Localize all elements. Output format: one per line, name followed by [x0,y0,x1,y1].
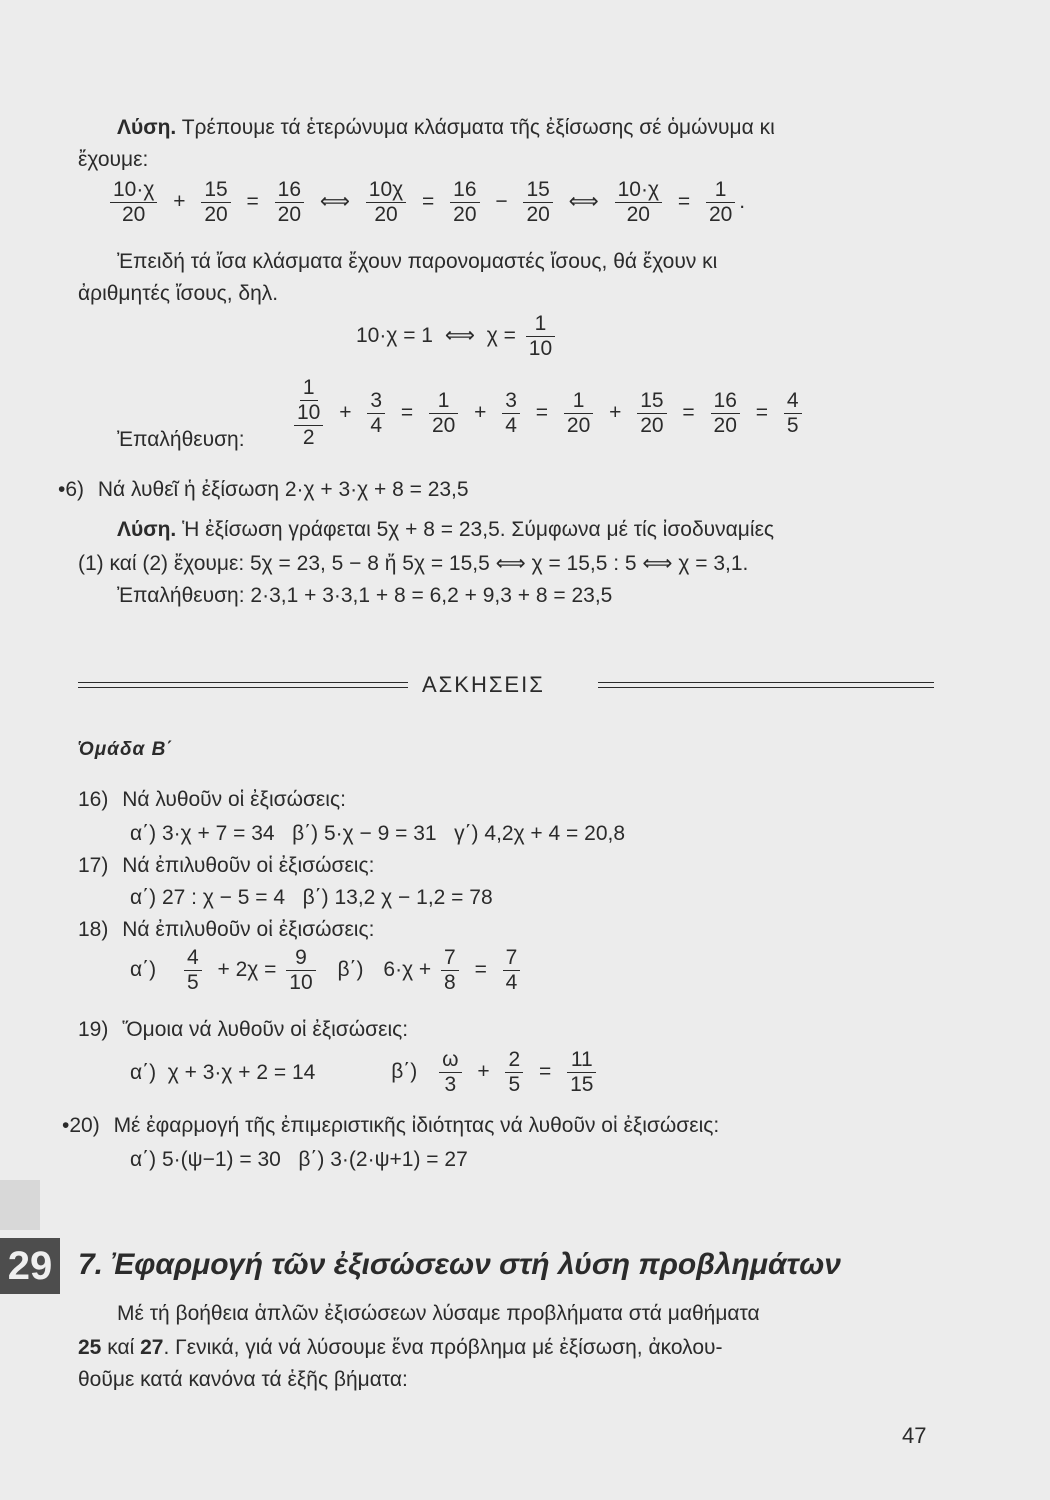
section-title: 7. Ἐφαρμογή τῶν ἐξισώσεων στή λύση προβλημάτων [78,1248,841,1281]
fraction: $\frac{9}{10}$ [286,946,315,995]
solution2-text1: Ἡ ἐξίσωση γράφεται 5χ + 8 = 23,5. Σύμφωνα μέ τίς ἰσοδυναμίες [182,518,775,541]
fraction: $\frac{1}{20}$ [429,389,458,438]
solution1-equation2: 10·χ = 1 ⟺ χ = $\frac{1}{10}$ [356,312,559,361]
exercise-20-parts: α΄) 5·(ψ−1) = 30 β΄) 3·(2·ψ+1) = 27 [130,1148,468,1171]
exercise-number: 18) [78,918,109,941]
fraction: $\frac{16}{20}$ [275,178,304,227]
solution1-line1 [117,116,775,139]
exercise-16 [78,788,346,811]
exercise-text: Νά ἐπιλυθοῦν οἱ ἐξισώσεις: [122,918,375,941]
heading-rule-right [598,682,934,688]
fraction: $\frac{1}{20}$ [564,389,593,438]
exercise-number: 17) [78,854,109,877]
exercise-17 [78,854,374,877]
exercises-heading: ΑΣΚΗΣΕΙΣ [422,672,545,697]
exercise-text: Μέ ἐφαρμογή τῆς ἐπιμεριστικῆς ἰδιότητας νά λυθοῦν οἱ ἐξισώσεις: [113,1114,720,1137]
fraction: $\frac{15}{20}$ [201,178,230,227]
solution2-line3: Ἐπαλήθευση: 2·3,1 + 3·3,1 + 8 = 6,2 + 9,3 + 8 = 23,5 [117,584,613,607]
exercise-text: Ὅμοια νά λυθοῦν οἱ ἐξισώσεις: [122,1018,409,1041]
fraction: $\frac{1}{10}$ [526,312,555,361]
fraction: $\frac{\omega}{3}$ [439,1048,461,1097]
exercise-18-parts: α΄) $\frac{4}{5}$ + 2χ = $\frac{9}{10}$ β΄) 6·χ + $\frac{7}{8}$ = $\frac{7}{4}$ [130,946,524,995]
exercise-19-parts: α΄) χ + 3·χ + 2 = 14 β΄) $\frac{\omega}{3}$ + $\frac{2}{5}$ = $\frac{11}{15}$ [130,1048,600,1097]
fraction: $\frac{3}{4}$ [367,389,385,438]
bullet-marker: • [62,1114,70,1137]
fraction: $\frac{15}{20}$ [637,389,666,438]
solution2-label: Λύση. [117,518,177,541]
exercise-text: Νά ἐπιλυθοῦν οἱ ἐξισώσεις: [122,854,375,877]
fraction: $\frac{1}{20}$ [706,178,735,227]
fraction: $\frac{4}{5}$ [184,946,202,995]
page-number: 47 [902,1423,927,1448]
closing-line1: Μέ τή βοήθεια ἁπλῶν ἐξισώσεων λύσαμε προβλήματα στά μαθήματα [117,1302,760,1325]
fraction: $\frac{4}{5}$ [784,389,802,438]
compound-fraction: 1 10 2 [294,376,323,450]
fraction: $\frac{10\cdot\chi}{20}$ [110,178,157,227]
exercise-18 [78,918,374,941]
fraction: $\frac{16}{20}$ [711,389,740,438]
fraction: $\frac{3}{4}$ [502,389,520,438]
lesson-tab-ghost [0,1180,40,1230]
check-label: Ἐπαλήθευση: [117,428,245,451]
solution1-line4: ἀριθμητές ἴσους, δηλ. [78,282,279,305]
solution1-equation: $\frac{10\cdot\chi}{20}$ + $\frac{15}{20}$ = $\frac{16}{20}$ ⟺ $\frac{10\chi}{20}$ = $\frac{16}{20}$ − $\frac{15}{20}$ ⟺ $\frac{10\cdot\chi}{20}$ = $\frac{1}{20}$ . [106,178,745,227]
fraction: $\frac{2}{5}$ [505,1048,523,1097]
problem6-text: Νά λυθεῖ ἡ ἐξίσωση 2·χ + 3·χ + 8 = 23,5 [97,478,469,501]
bullet-marker: • [58,478,66,501]
exercise-19 [78,1018,408,1041]
exercise-20 [62,1114,719,1137]
exercise-17-parts: α΄) 27 : χ − 5 = 4 β΄) 13,2 χ − 1,2 = 78 [130,886,493,909]
solution1-label: Λύση. [117,116,177,139]
closing-line2: 25 καί 27. Γενικά, γιά νά λύσουμε ἕνα πρόβλημα μέ ἐξίσωση, ἀκολου- [78,1336,723,1359]
fraction: $\frac{10\chi}{20}$ [366,178,406,227]
fraction: $\frac{11}{15}$ [567,1048,596,1097]
fraction: $\frac{7}{4}$ [503,946,521,995]
fraction: $\frac{15}{20}$ [523,178,552,227]
exercise-number: 20) [69,1114,100,1137]
problem6 [58,478,469,501]
group-label: Ὁμάδα Β΄ [78,739,174,760]
solution2-line1 [117,518,774,541]
exercise-number: 16) [78,788,109,811]
solution1-line2: ἔχουμε: [78,148,149,171]
solution1-text1: Τρέπουμε τά ἑτερώνυμα κλάσματα τῆς ἐξίσωσης σέ ὁμώνυμα κι [181,116,775,139]
solution1-line3: Ἐπειδή τά ἴσα κλάσματα ἔχουν παρονομαστές ἴσους, θά ἔχουν κι [117,250,718,273]
solution2-line2: (1) καί (2) ἔχουμε: 5χ = 23, 5 − 8 ἤ 5χ = 15,5 ⟺ χ = 15,5 : 5 ⟺ χ = 3,1. [78,552,749,575]
fraction: $\frac{7}{8}$ [441,946,459,995]
closing-line3: θοῦμε κατά κανόνα τά ἑξῆς βήματα: [78,1368,408,1391]
exercise-text: Νά λυθοῦν οἱ ἐξισώσεις: [122,788,346,811]
heading-rule-left [78,682,408,688]
fraction: $\frac{10\cdot\chi}{20}$ [615,178,662,227]
lesson-number-badge: 29 [0,1238,60,1294]
check-equation: 1 10 2 + $\frac{3}{4}$ = $\frac{1}{20}$ + $\frac{3}{4}$ = $\frac{1}{20}$ + $\frac{15}{20}$ = $\frac{16}{20}$ = $\frac{4}{5}$ [290,376,806,450]
exercise-number: 19) [78,1018,109,1041]
fraction: $\frac{16}{20}$ [450,178,479,227]
problem6-number: 6) [65,478,85,501]
exercise-16-parts: α΄) 3·χ + 7 = 34 β΄) 5·χ − 9 = 31 γ΄) 4,2χ + 4 = 20,8 [130,822,626,845]
